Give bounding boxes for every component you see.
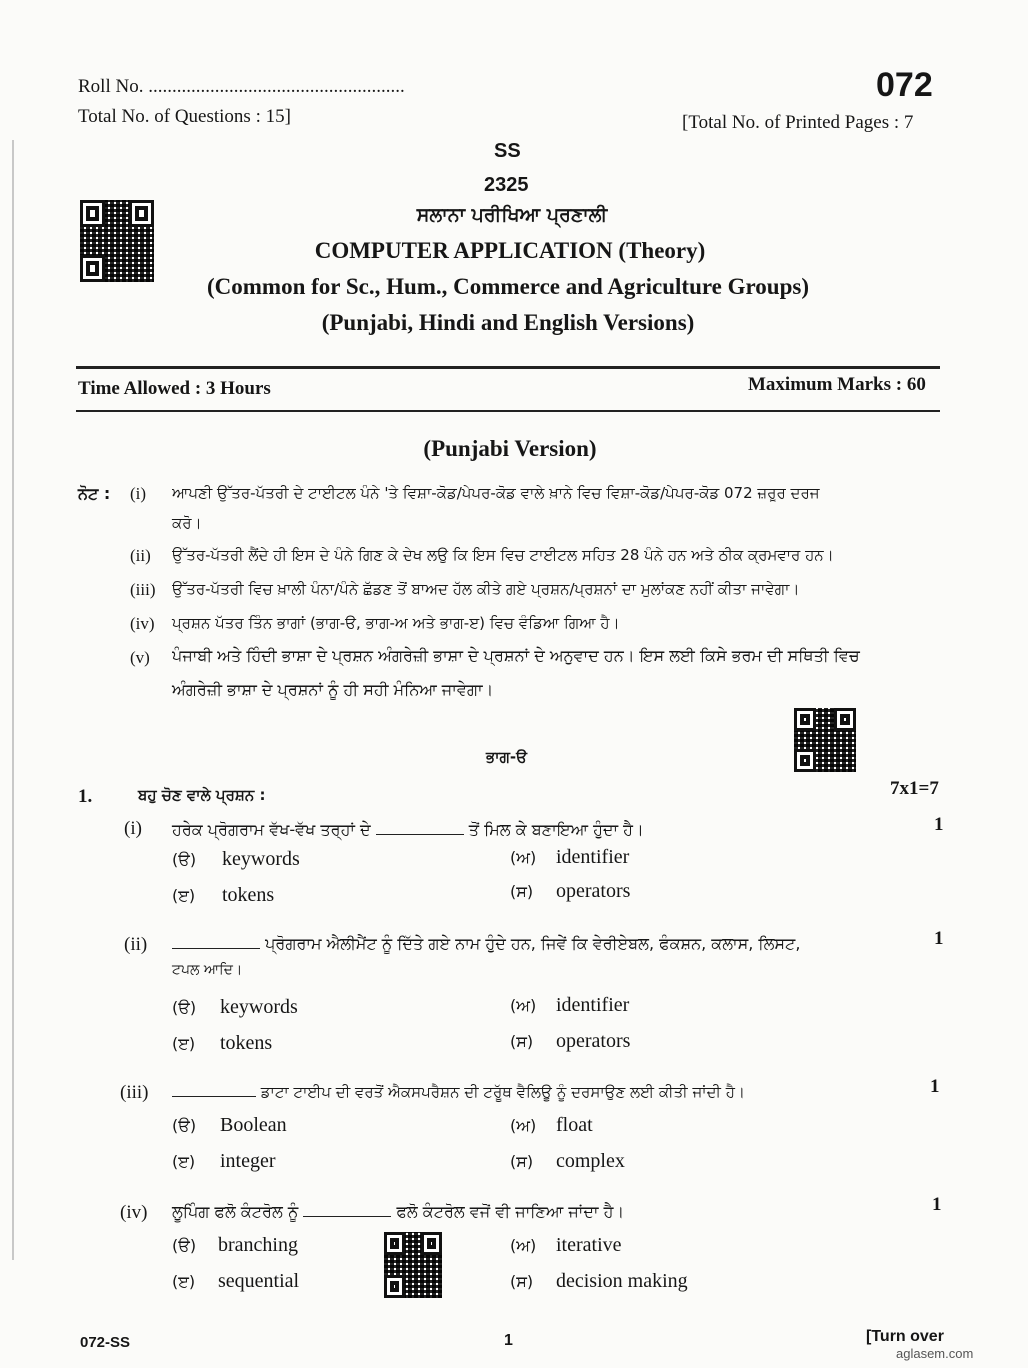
option-key: (ੳ) [172, 998, 197, 1017]
footer-code: 072-SS [80, 1334, 131, 1351]
subquestion-mark: 1 [932, 1194, 942, 1215]
scan-edge-line [12, 140, 14, 1260]
option-key: (ਅ) [510, 1116, 537, 1135]
subquestion-number: (iii) [120, 1082, 149, 1103]
series-code: SS [494, 140, 521, 162]
subquestion-text-after: ਪ੍ਰੋਗਰਾਮ ਐਲੀਮੈਂਟ ਨੂੰ ਦਿੱਤੇ ਗਏ ਨਾਮ ਹੁੰਦੇ ਹਨ, ਜਿਵੇਂ ਕਿ ਵੇਰੀਏਬਲ, ਫੰਕਸ਼ਨ, ਕਲਾਸ, ਲਿਸਟ, [265, 934, 801, 953]
subquestion-text-after: ਤੋਂ ਮਿਲ ਕੇ ਬਣਾਇਆ ਹੁੰਦਾ ਹੈ। [468, 820, 644, 839]
option-key: (ੳ) [172, 1236, 197, 1255]
set-code: 2325 [484, 174, 529, 196]
version-title: (Punjabi Version) [423, 436, 597, 461]
header-rule-bottom [76, 410, 940, 412]
subquestion-number: (iv) [120, 1202, 148, 1223]
note-text-5: ਪੰਜਾਬੀ ਅਤੇ ਹਿੰਦੀ ਭਾਸ਼ਾ ਦੇ ਪ੍ਰਸ਼ਨ ਅੰਗਰੇਜ਼ੀ ਭਾਸ਼ਾ ਦੇ ਪ੍ਰਸ਼ਨਾਂ ਦੇ ਅਨੁਵਾਦ ਹਨ। ਇਸ ਲਈ ਕਿਸੇ ਭਰਮ ਦੀ ਸਥਿਤੀ ਵਿਚ [172, 646, 860, 665]
option-key: (ਸ) [510, 882, 534, 901]
exam-system-title: ਸਲਾਨਾ ਪਰੀਖਿਆ ਪ੍ਰਣਾਲੀ [416, 204, 608, 226]
option-text: tokens [222, 884, 275, 906]
option-key: (ੲ) [172, 886, 196, 905]
watermark: aglasem.com [896, 1346, 974, 1361]
header-rule-top [76, 366, 940, 369]
option-key: (ੲ) [172, 1272, 196, 1291]
subquestion-text [172, 1198, 624, 1222]
note-text-1: ਆਪਣੀ ਉੱਤਰ-ਪੱਤਰੀ ਦੇ ਟਾਈਟਲ ਪੰਨੇ 'ਤੇ ਵਿਸ਼ਾ-ਕੋਡ/ਪੇਪਰ-ਕੋਡ ਵਾਲੇ ਖ਼ਾਨੇ ਵਿਚ ਵਿਸ਼ਾ-ਕੋਡ/ਪੇਪਰ-ਕੋਡ 072 ਜ਼ਰੂਰ ਦਰਜ [172, 484, 820, 502]
qr-code-icon [80, 200, 154, 282]
note-text-3: ਉੱਤਰ-ਪੱਤਰੀ ਵਿਚ ਖ਼ਾਲੀ ਪੰਨਾ/ਪੰਨੇ ਛੱਡਣ ਤੋਂ ਬਾਅਦ ਹੱਲ ਕੀਤੇ ਗਏ ਪ੍ਰਸ਼ਨ/ਪ੍ਰਸ਼ਨਾਂ ਦਾ ਮੁਲਾਂਕਣ ਨਹੀਂ ਕੀਤਾ ਜਾਵੇਗਾ। [172, 580, 800, 598]
option-text: keywords [222, 848, 300, 870]
note-label: ਨੋਟ : [78, 484, 111, 503]
note-text-4: ਪ੍ਰਸ਼ਨ ਪੱਤਰ ਤਿੰਨ ਭਾਗਾਂ (ਭਾਗ-ੳ, ਭਾਗ-ਅ ਅਤੇ ਭਾਗ-ੲ) ਵਿਚ ਵੰਡਿਆ ਗਿਆ ਹੈ। [172, 614, 620, 632]
option-text: keywords [220, 996, 298, 1018]
printed-pages: [Total No. of Printed Pages : 7 [682, 112, 914, 133]
subquestion-text-before: ਹਰੇਕ ਪ੍ਰੋਗਰਾਮ ਵੱਖ-ਵੱਖ ਤਰ੍ਹਾਂ ਦੇ [172, 820, 371, 839]
option-text: operators [556, 1030, 631, 1052]
option-key: (ਅ) [510, 848, 537, 867]
total-questions: Total No. of Questions : 15] [78, 106, 291, 127]
subquestion-number: (ii) [124, 934, 148, 955]
subquestion-text [172, 930, 800, 954]
subject-title: COMPUTER APPLICATION (Theory) [314, 238, 706, 263]
option-key: (ਸ) [510, 1272, 534, 1291]
maximum-marks: Maximum Marks : 60 [748, 374, 926, 395]
note-num-3: (iii) [130, 580, 156, 599]
option-key: (ੳ) [172, 850, 197, 869]
option-text: integer [220, 1150, 276, 1172]
note-num-2: (ii) [130, 546, 151, 565]
subquestion-text-after: ਡਾਟਾ ਟਾਈਪ ਦੀ ਵਰਤੋਂ ਐਕਸਪਰੈਸ਼ਨ ਦੀ ਟਰੂੱਥ ਵੈਲਿਊ ਨੂੰ ਦਰਸਾਉਣ ਲਈ ਕੀਤੀ ਜਾਂਦੀ ਹੈ। [260, 1083, 746, 1101]
page-number: 1 [504, 1332, 513, 1349]
option-text: complex [556, 1150, 625, 1172]
option-text: float [556, 1114, 593, 1136]
subquestion-mark: 1 [930, 1076, 940, 1097]
fill-blank [303, 1198, 391, 1217]
question-number: 1. [78, 786, 93, 807]
option-key: (ੲ) [172, 1034, 196, 1053]
roll-number-label: Roll No. ...................................................... [78, 76, 405, 97]
subquestion-mark: 1 [934, 814, 944, 835]
option-key: (ਅ) [510, 1236, 537, 1255]
qr-code-icon [794, 708, 856, 772]
time-allowed: Time Allowed : 3 Hours [78, 378, 271, 399]
note-num-1: (i) [130, 484, 147, 503]
option-text: decision making [556, 1270, 688, 1292]
fill-blank [172, 1078, 256, 1097]
note-num-4: (iv) [130, 614, 155, 633]
fill-blank [172, 930, 260, 949]
paper-code: 072 [876, 66, 933, 104]
subquestion-text [172, 1078, 745, 1101]
subquestion-number: (i) [124, 818, 142, 839]
option-key: (ਅ) [510, 996, 537, 1015]
groups-subtitle: (Common for Sc., Hum., Commerce and Agriculture Groups) [206, 274, 810, 299]
subquestion-text-before: ਲੂਪਿੰਗ ਫਲੋ ਕੰਟਰੋਲ ਨੂੰ [172, 1202, 299, 1221]
subquestion-mark: 1 [934, 928, 944, 949]
note-num-5: (v) [130, 648, 150, 667]
option-text: iterative [556, 1234, 622, 1256]
note-text-2: ਉੱਤਰ-ਪੱਤਰੀ ਲੈਂਦੇ ਹੀ ਇਸ ਦੇ ਪੰਨੇ ਗਿਣ ਕੇ ਦੇਖ ਲਉ ਕਿ ਇਸ ਵਿਚ ਟਾਈਟਲ ਸਹਿਤ 28 ਪੰਨੇ ਹਨ ਅਤੇ ਠੀਕ ਕ੍ਰਮਵਾਰ ਹਨ। [172, 546, 834, 564]
option-text: tokens [220, 1032, 273, 1054]
option-key: (ਸ) [510, 1152, 534, 1171]
option-key: (ੳ) [172, 1116, 197, 1135]
option-key: (ੲ) [172, 1152, 196, 1171]
note-text-1-cont: ਕਰੋ। [172, 514, 202, 532]
question-title: ਬਹੁ ਚੋਣ ਵਾਲੇ ਪ੍ਰਸ਼ਨ : [138, 786, 266, 804]
versions-subtitle: (Punjabi, Hindi and English Versions) [321, 310, 695, 335]
section-title: ਭਾਗ-ੳ [486, 748, 528, 766]
option-text: Boolean [220, 1114, 287, 1136]
option-key: (ਸ) [510, 1032, 534, 1051]
question-marks: 7x1=7 [890, 778, 939, 799]
option-text: sequential [218, 1270, 300, 1292]
option-text: identifier [556, 994, 630, 1016]
turn-over-label: [Turn over [866, 1328, 944, 1345]
option-text: branching [218, 1234, 298, 1256]
fill-blank [376, 816, 464, 835]
option-text: identifier [556, 846, 630, 868]
qr-code-icon [384, 1232, 442, 1298]
subquestion-text [172, 816, 644, 840]
subquestion-text-after: ਫਲੋ ਕੰਟਰੋਲ ਵਜੋਂ ਵੀ ਜਾਣਿਆ ਜਾਂਦਾ ਹੈ। [396, 1202, 625, 1221]
subquestion-text-cont: ਟਪਲ ਆਦਿ। [172, 962, 243, 978]
option-text: operators [556, 880, 631, 902]
note-text-5-cont: ਅੰਗਰੇਜ਼ੀ ਭਾਸ਼ਾ ਦੇ ਪ੍ਰਸ਼ਨਾਂ ਨੂੰ ਹੀ ਸਹੀ ਮੰਨਿਆ ਜਾਵੇਗਾ। [172, 680, 494, 699]
